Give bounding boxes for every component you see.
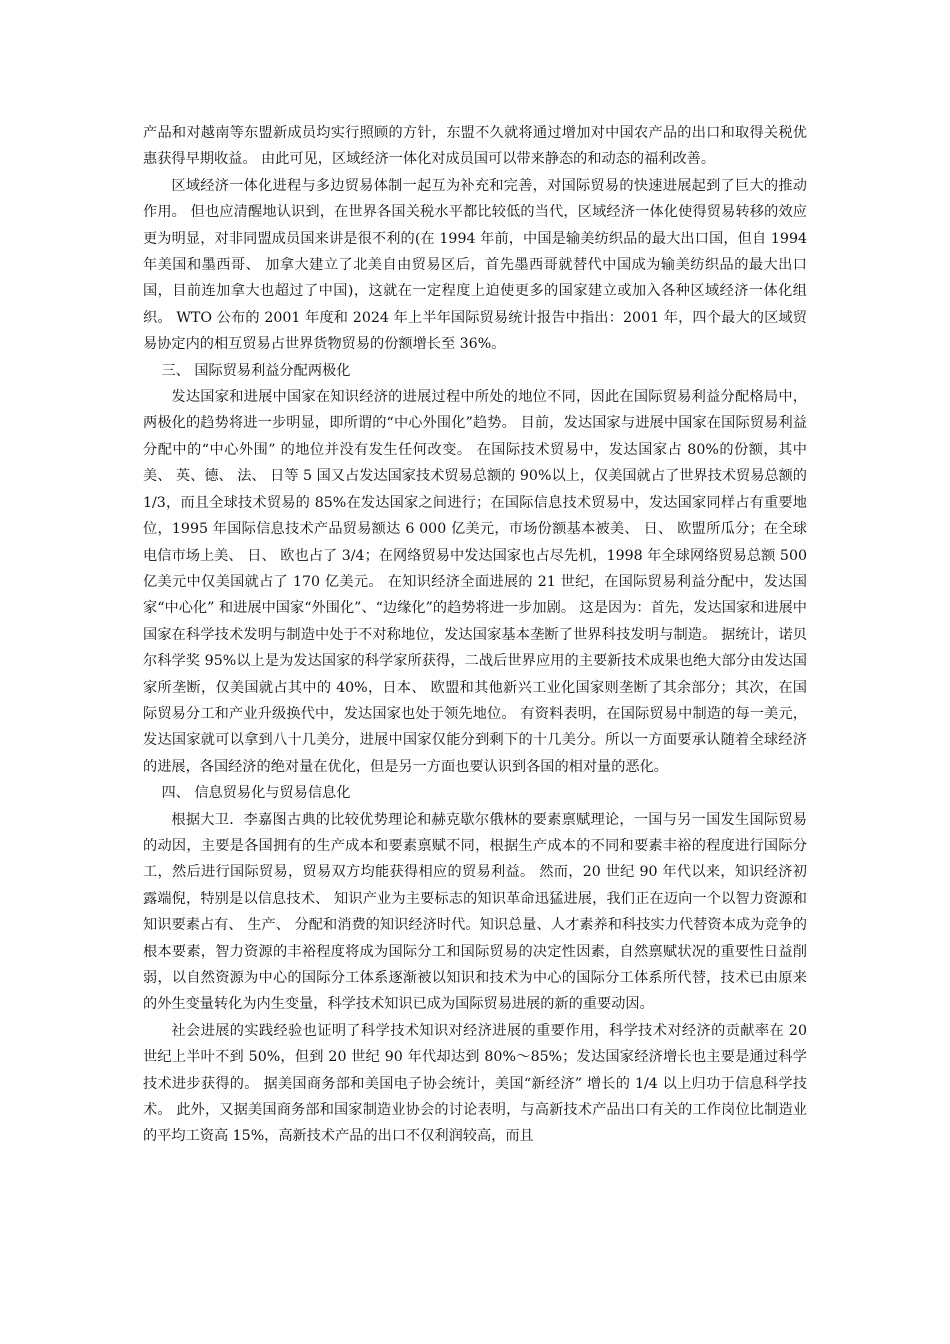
- section-heading-3: 三、 国际贸易利益分配两极化: [161, 362, 351, 379]
- paragraph-regional-integration: 区域经济一体化进程与多边贸易体制一起互为补充和完善，对国际贸易的快速进展起到了巨大的推动作用。 但也应清醒地认识到，在世界各国关税水平都比较低的当代，区域经济一体化使得贸易转移的效应更为明显，对非同盟成员国来讲是很不利的(在 1994 年前，中国是输美纺织品的最大出口国，但自 1994 年美国和墨西哥、 加拿大建立了北美自由贸易区后，首先墨西哥就替代中国成为输美纺织品的最大出口国，目前连加拿大也超过了中国)，这就在一定程度上迫使更多的国家建立或加入各种区域经济一体化组织。 WTO 公布的 2001 年度和 2024 年上半年国际贸易统计报告中指出：2001 年，四个最大的区域贸易协定内的相互贸易占世界货物贸易的份额增长至 36%。: [143, 177, 807, 353]
- section-heading-4: 四、 信息贸易化与贸易信息化: [161, 785, 351, 802]
- document-body: [143, 120, 807, 1150]
- paragraph-social-practice: 社会进展的实践经验也证明了科学技术知识对经济进展的重要作用，科学技术对经济的贡献率在 20 世纪上半叶不到 50%，但到 20 世纪 90 年代却达到 80%～85%；发达国家经济增长也主要是通过科学技术进步获得的。 据美国商务部和美国电子协会统计，美国“新经济” 增长的 1/4 以上归功于信息科学技术。 此外，又据美国商务部和国家制造业协会的讨论表明，与高新技术产品出口有关的工作岗位比制造业的平均工资高 15%，高新技术产品的出口不仅利润较高，而且: [143, 1022, 807, 1145]
- paragraph-continued: 产品和对越南等东盟新成员均实行照顾的方针，东盟不久就将通过增加对中国农产品的出口和取得关税优惠获得早期收益。 由此可见，区域经济一体化对成员国可以带来静态的和动态的福利改善。: [143, 125, 807, 168]
- paragraph-comparative-advantage: 根据大卫．李嘉图古典的比较优势理论和赫克歇尔俄林的要素禀赋理论，一国与另一国发生国际贸易的动因，主要是各国拥有的生产成本和要素禀赋不同，根据生产成本的不同和要素丰裕的程度进行国际分工，然后进行国际贸易，贸易双方均能获得相应的贸易利益。 然而，20 世纪 90 年代以来，知识经济初露端倪，特别是以信息技术、 知识产业为主要标志的知识革命迅猛进展，我们正在迈向一个以智力资源和知识要素占有、 生产、 分配和消费的知识经济时代。知识总量、人才素养和科技实力代替资本成为竞争的根本要素，智力资源的丰裕程度将成为国际分工和国际贸易的决定性因素，自然禀赋状况的重要性日益削弱，以自然资源为中心的国际分工体系逐渐被以知识和技术为中心的国际分工体系所代替，技术已由原来的外生变量转化为内生变量，科学技术知识已成为国际贸易进展的新的重要动因。: [143, 811, 807, 1013]
- paragraph-polarization: 发达国家和进展中国家在知识经济的进展过程中所处的地位不同，因此在国际贸易利益分配格局中，两极化的趋势将进一步明显，即所谓的“中心外围化”趋势。 目前，发达国家与进展中国家在国际贸易利益分配中的“中心外围” 的地位并没有发生任何改变。 在国际技术贸易中，发达国家占 80%的份额，其中美、 英、德、 法、 日等 5 国又占发达国家技术贸易总额的 90%以上，仅美国就占了世界技术贸易总额的 1/3，而且全球技术贸易的 85%在发达国家之间进行；在国际信息技术贸易中，发达国家同样占有重要地位，1995 年国际信息技术产品贸易额达 6 000 亿美元，市场份额基本被美、 日、 欧盟所瓜分；在全球电信市场上美、 日、 欧也占了 3/4；在网络贸易中发达国家也占尽先机，1998 年全球网络贸易总额 500 亿美元中仅美国就占了 170 亿美元。 在知识经济全面进展的 21 世纪，在国际贸易利益分配中，发达国家“中心化” 和进展中国家“外围化”、“边缘化”的趋势将进一步加剧。 这是因为：首先，发达国家和进展中国家在科学技术发明与制造中处于不对称地位，发达国家基本垄断了世界科技发明与制造。 据统计，诺贝尔科学奖 95%以上是为发达国家的科学家所获得，二战后世界应用的主要新技术成果也绝大部分由发达国家所垄断，仅美国就占其中的 40%，日本、 欧盟和其他新兴工业化国家则垄断了其余部分；其次，在国际贸易分工和产业升级换代中，发达国家也处于领先地位。 有资料表明，在国际贸易中制造的每一美元，发达国家就可以拿到八十几美分，进展中国家仅能分到剩下的十几美分。所以一方面要承认随着全球经济的进展，各国经济的绝对量在优化，但是另一方面也要认识到各国的相对量的恶化。: [143, 389, 807, 775]
